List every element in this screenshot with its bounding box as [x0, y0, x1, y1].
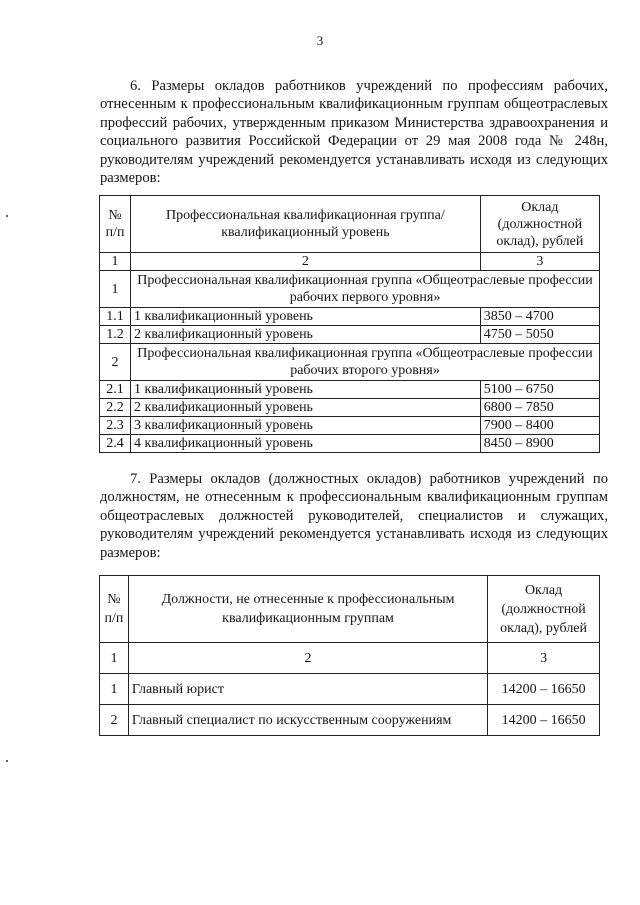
row-number: 2.3 [100, 417, 131, 435]
column-number: 2 [128, 643, 487, 674]
table-row [100, 435, 600, 453]
row-number: 1 [100, 674, 129, 705]
column-number: 3 [488, 643, 600, 674]
header-position: Должности, не отнесенные к профессиональным квалификационным группам [128, 576, 487, 643]
row-number: 2 [100, 705, 129, 736]
header-number: № п/п [100, 576, 129, 643]
table-row [100, 705, 600, 736]
row-position: Главный специалист по искусственным сооружениям [128, 705, 487, 736]
section-7-paragraph: 7. Размеры окладов (должностных окладов) работников учреждений по должностям, не отнесенным к профессиональным квалификационным группам общеотраслевых должностей руководителей, специалистов и служащих, руководителям учреждений рекомендуется устанавливать исходя из следующих размеров: [100, 471, 608, 561]
row-salary: 5100 – 6750 [480, 381, 599, 399]
row-level: 3 квалификационный уровень [131, 417, 481, 435]
row-salary: 6800 – 7850 [480, 399, 599, 417]
row-salary: 3850 – 4700 [480, 308, 599, 326]
row-salary: 4750 – 5050 [480, 326, 599, 344]
header-group-level: Профессиональная квалификационная группа/ квалификационный уровень [131, 196, 481, 253]
table-row [100, 381, 600, 399]
row-number: 2.1 [100, 381, 131, 399]
column-number: 1 [100, 643, 129, 674]
page-number: 3 [316, 33, 324, 48]
header-salary: Оклад (должностной оклад), рублей [480, 196, 599, 253]
group-title: Профессиональная квалификационная группа «Общеотраслевые профессии рабочих второго уровня» [131, 344, 600, 381]
row-salary: 14200 – 16650 [488, 705, 600, 736]
section-6-paragraph: 6. Размеры окладов работников учреждений по профессиям рабочих, отнесенным к профессиональным квалификационным группам общеотраслевых профессий рабочих, утвержденным приказом Министерства здравоохранения и социального развития Российской Федерации от 29 мая 2008 года № 248н, руководителям учреждений рекомендуется устанавливать исходя из следующих размеров: [100, 78, 608, 187]
row-number: 2.4 [100, 435, 131, 453]
header-salary: Оклад (должностной оклад), рублей [488, 576, 600, 643]
row-level: 2 квалификационный уровень [131, 326, 481, 344]
column-number: 3 [480, 253, 599, 271]
row-salary: 7900 – 8400 [480, 417, 599, 435]
row-level: 2 квалификационный уровень [131, 399, 481, 417]
group-row [100, 271, 600, 308]
table-column-numbering-row [100, 643, 600, 674]
table-row [100, 326, 600, 344]
group-title: Профессиональная квалификационная группа «Общеотраслевые профессии рабочих первого уровня» [131, 271, 600, 308]
row-level: 4 квалификационный уровень [131, 435, 481, 453]
column-number: 2 [131, 253, 481, 271]
table-header-row [100, 576, 600, 643]
row-salary: 14200 – 16650 [488, 674, 600, 705]
table-row [100, 399, 600, 417]
header-number: № п/п [100, 196, 131, 253]
table-row [100, 417, 600, 435]
row-position: Главный юрист [128, 674, 487, 705]
row-number: 2.2 [100, 399, 131, 417]
column-number: 1 [100, 253, 131, 271]
scan-speck [6, 215, 8, 217]
group-row [100, 344, 600, 381]
row-number: 1.1 [100, 308, 131, 326]
position-salary-table [99, 575, 600, 736]
group-number: 2 [100, 344, 131, 381]
table-row [100, 674, 600, 705]
row-number: 1.2 [100, 326, 131, 344]
table-header-row [100, 196, 600, 253]
table-column-numbering-row [100, 253, 600, 271]
worker-salary-table [99, 195, 600, 453]
row-salary: 8450 – 8900 [480, 435, 599, 453]
row-level: 1 квалификационный уровень [131, 308, 481, 326]
row-level: 1 квалификационный уровень [131, 381, 481, 399]
table-row [100, 308, 600, 326]
group-number: 1 [100, 271, 131, 308]
scan-speck [6, 760, 8, 762]
